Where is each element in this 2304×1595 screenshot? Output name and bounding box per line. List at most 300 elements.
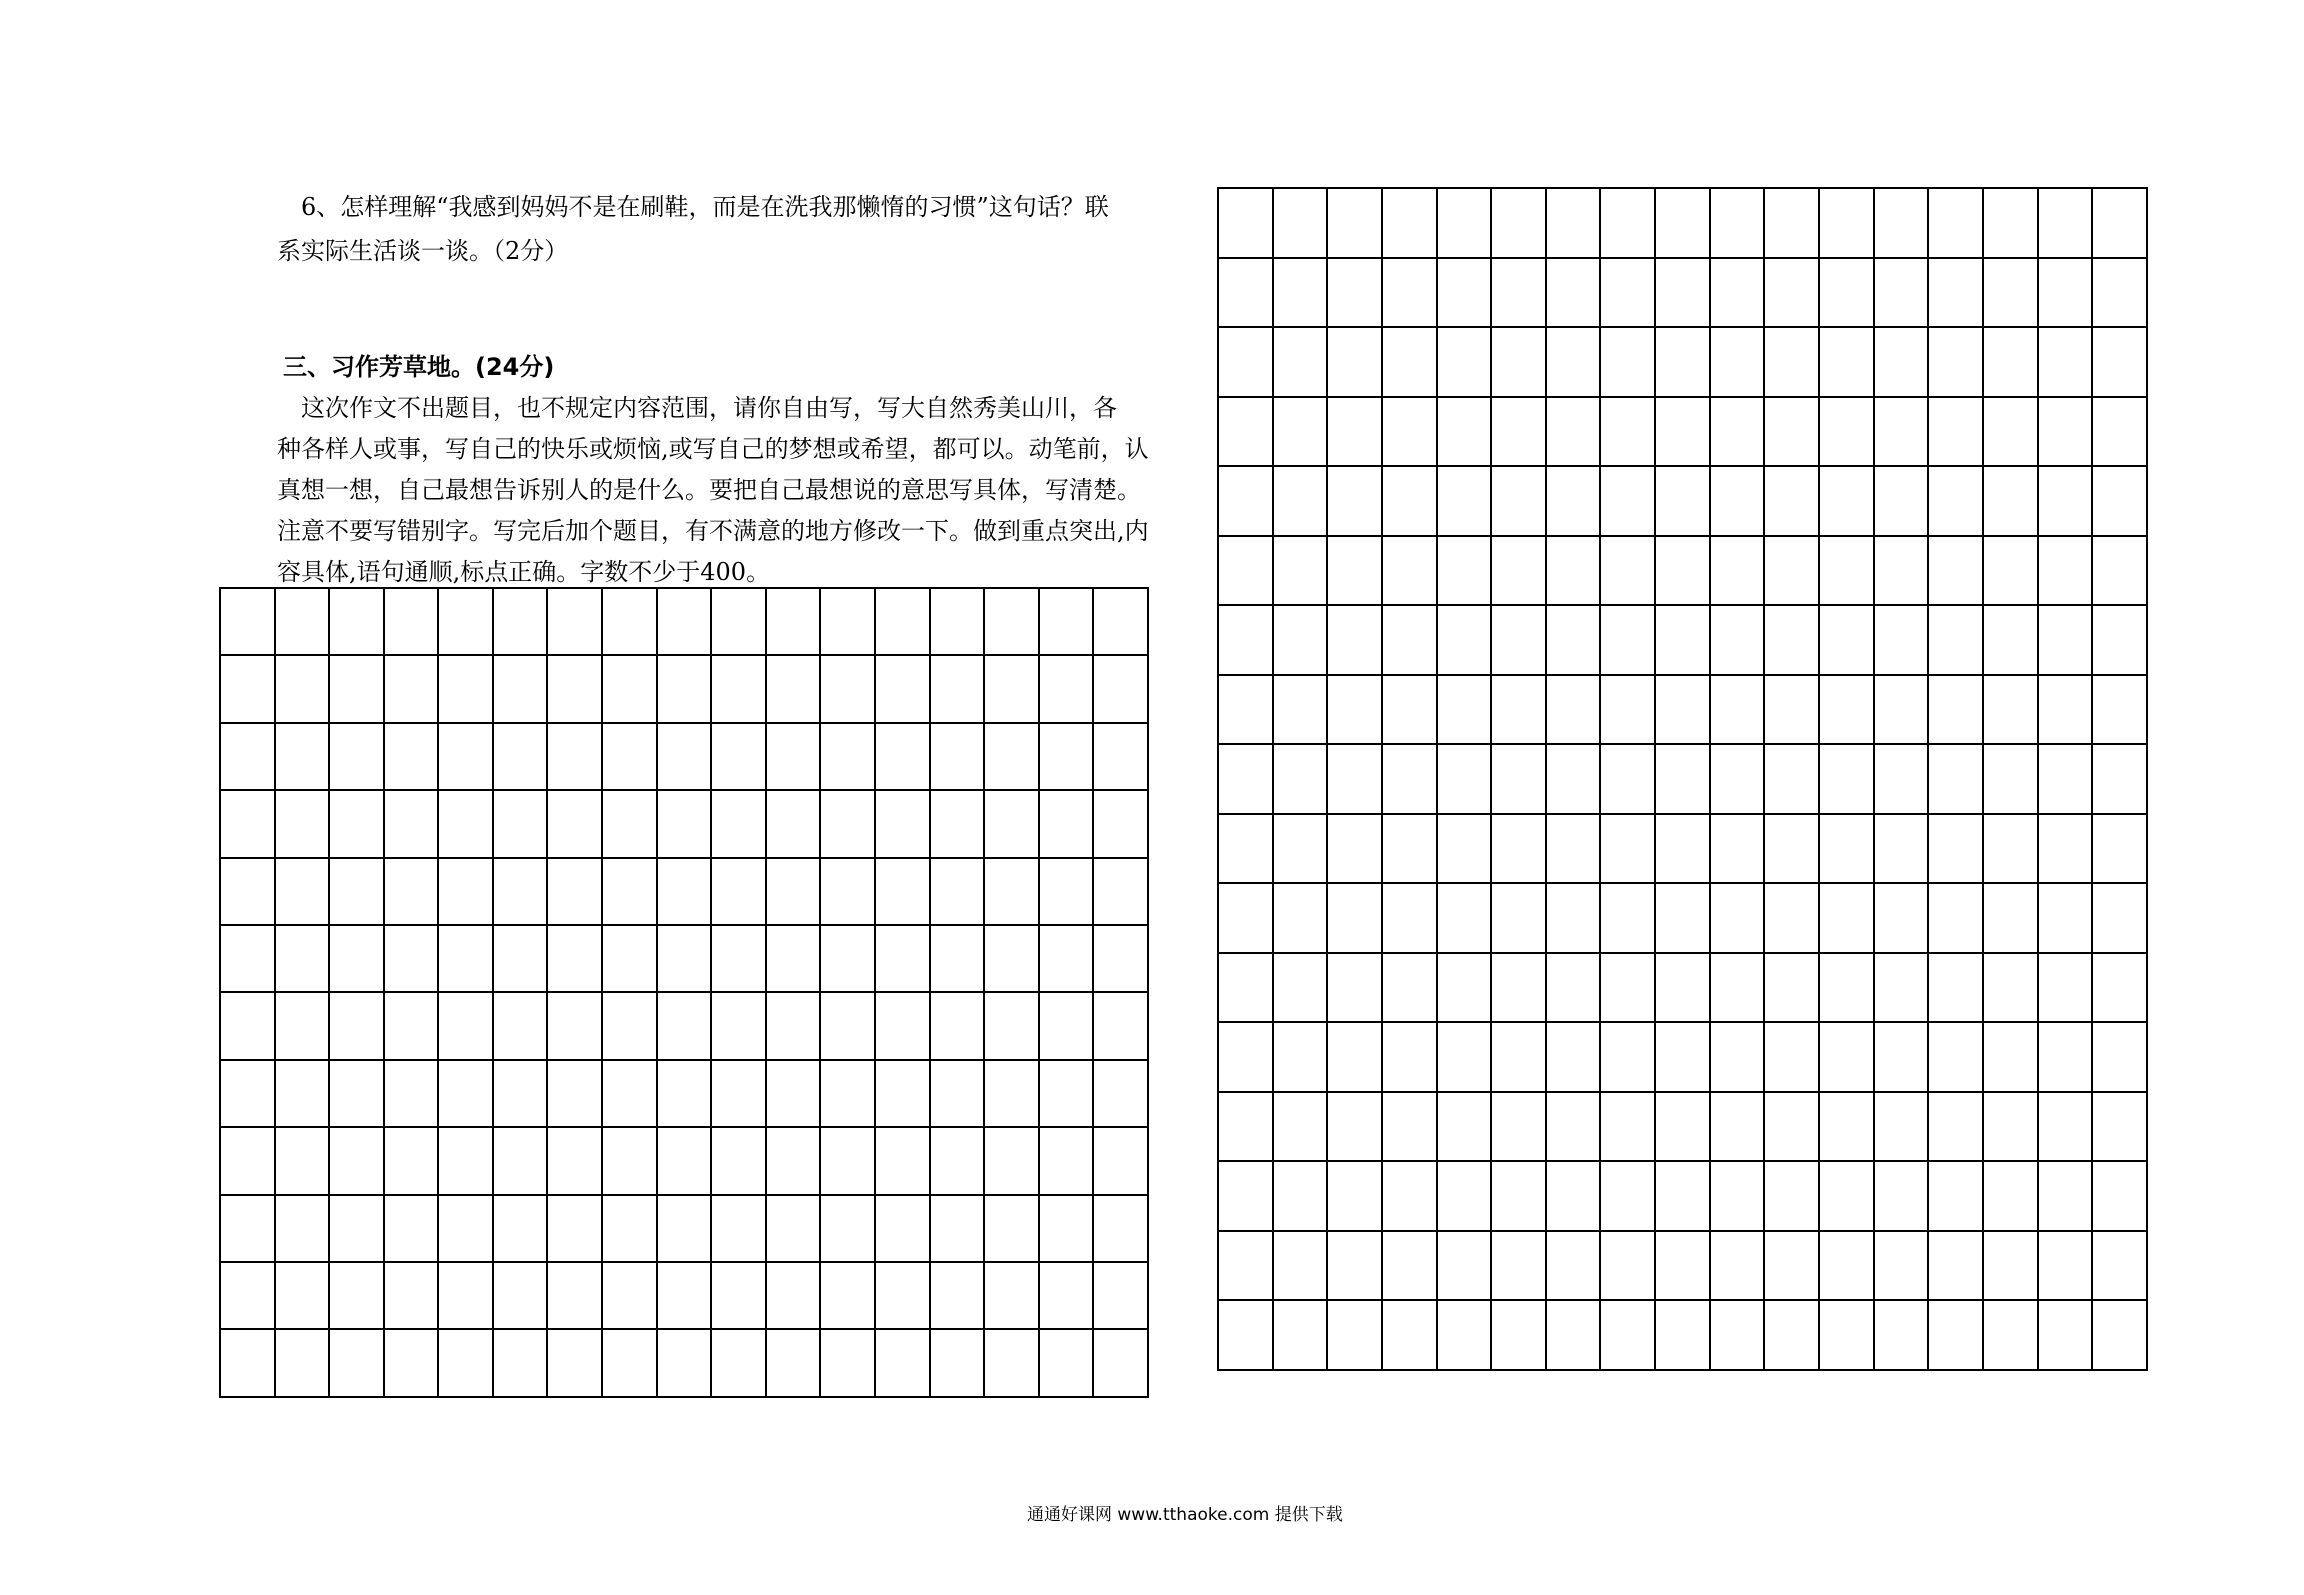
grid-cell [1874,1161,1929,1231]
grid-cell [1600,1300,1655,1370]
grid-cell [930,723,985,790]
grid-cell [220,588,275,655]
grid-cell [1710,397,1765,467]
grid-row [1218,744,2147,814]
grid-cell [2092,397,2147,467]
grid-cell [1546,466,1601,536]
grid-cell [820,1262,875,1329]
grid-cell [1983,605,2038,675]
section-3-heading: 三、习作芳草地。(24分) [283,353,555,381]
grid-cell [1546,1092,1601,1162]
grid-cell [1600,1161,1655,1231]
grid-cell [1600,744,1655,814]
grid-cell [1928,1300,1983,1370]
grid-cell [875,1195,930,1262]
grid-cell [220,925,275,992]
grid-cell [1218,883,1273,953]
grid-cell [384,790,439,857]
grid-cell [438,1127,493,1194]
grid-row [1218,1092,2147,1162]
grid-cell [1928,188,1983,258]
grid-cell [1819,814,1874,884]
grid-cell [766,1060,821,1127]
grid-cell [547,790,602,857]
grid-cell [1218,188,1273,258]
grid-cell [1874,605,1929,675]
grid-cell [547,655,602,722]
grid-cell [493,588,548,655]
grid-cell [602,1262,657,1329]
grid-cell [766,588,821,655]
grid-cell [1039,655,1094,722]
grid-row [1218,605,2147,675]
grid-row [220,655,1148,722]
grid-cell [1874,953,1929,1023]
grid-cell [275,1060,330,1127]
grid-cell [1039,992,1094,1059]
grid-cell [329,723,384,790]
grid-cell [1983,536,2038,606]
grid-row [1218,327,2147,397]
grid-cell [1491,1300,1546,1370]
grid-cell [875,1060,930,1127]
grid-cell [2092,675,2147,745]
grid-cell [1600,188,1655,258]
grid-cell [1600,883,1655,953]
grid-cell [1710,953,1765,1023]
grid-cell [1819,675,1874,745]
grid-cell [1546,675,1601,745]
grid-cell [1710,536,1765,606]
grid-cell [602,992,657,1059]
grid-cell [602,1127,657,1194]
grid-cell [1218,327,1273,397]
grid-cell [657,588,712,655]
grid-cell [1382,814,1437,884]
grid-cell [1546,883,1601,953]
grid-cell [1093,1329,1148,1397]
grid-cell [1327,397,1382,467]
grid-cell [1273,675,1328,745]
grid-cell [1327,1300,1382,1370]
grid-cell [1093,1195,1148,1262]
grid-cell [1437,397,1492,467]
grid-cell [220,1195,275,1262]
grid-cell [547,1329,602,1397]
grid-row [220,925,1148,992]
grid-cell [1273,883,1328,953]
grid-cell [766,1262,821,1329]
grid-cell [984,655,1039,722]
grid-cell [820,925,875,992]
grid-cell [1764,675,1819,745]
grid-cell [2092,744,2147,814]
grid-cell [1764,188,1819,258]
grid-cell [2038,188,2093,258]
grid-cell [1655,1161,1710,1231]
grid-cell [275,858,330,925]
grid-cell [875,1329,930,1397]
grid-cell [602,588,657,655]
grid-cell [384,1060,439,1127]
grid-cell [1491,327,1546,397]
grid-cell [1655,397,1710,467]
grid-cell [220,992,275,1059]
grid-cell [1491,1022,1546,1092]
grid-cell [1710,605,1765,675]
grid-cell [1874,1231,1929,1301]
grid-row [220,1329,1148,1397]
grid-cell [1546,327,1601,397]
grid-cell [493,1195,548,1262]
grid-cell [1039,1262,1094,1329]
grid-cell [984,858,1039,925]
grid-cell [329,992,384,1059]
grid-cell [1437,953,1492,1023]
grid-cell [275,992,330,1059]
grid-cell [1764,327,1819,397]
grid-cell [1983,397,2038,467]
grid-cell [1273,258,1328,328]
grid-cell [1928,397,1983,467]
grid-cell [602,655,657,722]
grid-cell [1327,814,1382,884]
grid-cell [1874,1022,1929,1092]
grid-cell [1655,814,1710,884]
grid-cell [711,858,766,925]
grid-cell [1710,883,1765,953]
grid-cell [1600,397,1655,467]
grid-cell [2092,1022,2147,1092]
grid-cell [275,1262,330,1329]
grid-cell [1874,1300,1929,1370]
grid-cell [1491,188,1546,258]
composition-instruction-line-3: 真想一想，自己最想告诉别人的是什么。要把自己最想说的意思写具体，写清楚。 [277,476,1141,504]
grid-cell [1437,536,1492,606]
grid-cell [875,858,930,925]
grid-cell [930,1262,985,1329]
grid-cell [547,1195,602,1262]
grid-cell [1218,675,1273,745]
grid-cell [384,588,439,655]
grid-row [220,992,1148,1059]
grid-cell [1039,790,1094,857]
grid-cell [1273,744,1328,814]
grid-cell [657,1060,712,1127]
grid-cell [1655,466,1710,536]
grid-cell [875,1127,930,1194]
grid-cell [275,588,330,655]
composition-instruction-line-4: 注意不要写错别字。写完后加个题目，有不满意的地方修改一下。做到重点突出,内 [277,517,1149,545]
grid-cell [1819,1300,1874,1370]
grid-cell [657,1195,712,1262]
grid-cell [1327,605,1382,675]
grid-cell [1655,675,1710,745]
grid-cell [766,723,821,790]
grid-cell [1491,675,1546,745]
grid-cell [547,925,602,992]
question-6-line-2: 系实际生活谈一谈。（2分） [277,237,569,265]
grid-cell [1600,1231,1655,1301]
grid-cell [1273,1092,1328,1162]
grid-cell [1218,605,1273,675]
grid-row [220,1195,1148,1262]
grid-cell [1218,1231,1273,1301]
grid-cell [220,858,275,925]
grid-cell [1273,188,1328,258]
grid-cell [547,588,602,655]
grid-cell [1928,1231,1983,1301]
grid-cell [1600,536,1655,606]
grid-cell [1093,723,1148,790]
grid-cell [275,723,330,790]
grid-row [1218,258,2147,328]
grid-cell [1819,1231,1874,1301]
grid-cell [602,1060,657,1127]
grid-cell [1491,536,1546,606]
grid-cell [2092,1092,2147,1162]
grid-cell [1928,1161,1983,1231]
grid-cell [2092,814,2147,884]
grid-cell [1546,744,1601,814]
grid-cell [1764,605,1819,675]
grid-cell [493,1262,548,1329]
grid-cell [493,655,548,722]
grid-cell [930,1195,985,1262]
grid-cell [1928,536,1983,606]
grid-cell [1710,1022,1765,1092]
grid-cell [1491,466,1546,536]
grid-cell [1764,258,1819,328]
grid-cell [1382,883,1437,953]
grid-cell [1093,1127,1148,1194]
grid-cell [2038,605,2093,675]
grid-cell [984,1262,1039,1329]
grid-cell [875,1262,930,1329]
grid-cell [438,858,493,925]
grid-cell [1983,327,2038,397]
grid-cell [1546,188,1601,258]
grid-cell [820,992,875,1059]
grid-cell [1764,883,1819,953]
grid-cell [2038,814,2093,884]
grid-row [220,790,1148,857]
grid-cell [1655,883,1710,953]
grid-cell [1600,1022,1655,1092]
footer-source: 通通好课网 www.tthaoke.com 提供下载 [1027,1505,1343,1525]
grid-cell [1437,1022,1492,1092]
grid-cell [275,1329,330,1397]
grid-cell [1491,1092,1546,1162]
grid-cell [820,790,875,857]
grid-cell [275,925,330,992]
grid-row [1218,1161,2147,1231]
grid-cell [1983,883,2038,953]
grid-cell [1382,466,1437,536]
grid-cell [2038,883,2093,953]
grid-cell [1928,814,1983,884]
grid-cell [1327,1231,1382,1301]
grid-cell [657,723,712,790]
grid-cell [711,1060,766,1127]
grid-cell [329,1262,384,1329]
grid-cell [1382,1231,1437,1301]
grid-cell [1491,1231,1546,1301]
grid-cell [438,925,493,992]
grid-cell [2038,1300,2093,1370]
grid-cell [1437,327,1492,397]
composition-instruction-line-2: 种各样人或事，写自己的快乐或烦恼,或写自己的梦想或希望，都可以。动笔前，认 [277,435,1149,463]
grid-cell [1764,1161,1819,1231]
grid-cell [1710,814,1765,884]
grid-cell [1928,1092,1983,1162]
grid-cell [1437,605,1492,675]
grid-cell [1655,1022,1710,1092]
grid-cell [1093,992,1148,1059]
grid-cell [2038,397,2093,467]
grid-cell [493,1329,548,1397]
grid-cell [930,1329,985,1397]
grid-cell [1874,258,1929,328]
grid-cell [1819,1161,1874,1231]
grid-cell [2092,1231,2147,1301]
grid-cell [1491,814,1546,884]
grid-cell [1983,1231,2038,1301]
grid-cell [1218,1300,1273,1370]
grid-cell [1491,397,1546,467]
grid-cell [384,1329,439,1397]
grid-cell [1928,953,1983,1023]
grid-cell [766,1195,821,1262]
grid-cell [1218,397,1273,467]
grid-cell [711,723,766,790]
grid-cell [1218,258,1273,328]
grid-cell [1382,1092,1437,1162]
grid-cell [1327,883,1382,953]
grid-cell [1093,1060,1148,1127]
grid-cell [1437,744,1492,814]
grid-cell [1764,953,1819,1023]
grid-cell [1983,1300,2038,1370]
grid-cell [711,992,766,1059]
writing-grid-right [1217,187,2148,1371]
grid-cell [329,858,384,925]
grid-cell [1546,814,1601,884]
grid-cell [930,1060,985,1127]
grid-cell [1710,1092,1765,1162]
grid-cell [1327,1022,1382,1092]
grid-cell [1491,605,1546,675]
grid-cell [220,723,275,790]
grid-cell [438,1329,493,1397]
grid-cell [1710,1300,1765,1370]
grid-row [1218,466,2147,536]
grid-cell [384,655,439,722]
grid-cell [1093,655,1148,722]
grid-cell [1874,188,1929,258]
grid-cell [820,1195,875,1262]
grid-cell [711,925,766,992]
grid-cell [384,992,439,1059]
grid-cell [1764,814,1819,884]
grid-cell [1819,953,1874,1023]
grid-cell [1382,953,1437,1023]
grid-cell [766,790,821,857]
composition-instruction-line-5: 容具体,语句通顺,标点正确。字数不少于400。 [277,558,771,586]
grid-cell [2038,258,2093,328]
grid-cell [875,655,930,722]
grid-cell [602,925,657,992]
grid-row [220,723,1148,790]
grid-cell [1655,258,1710,328]
grid-cell [2092,188,2147,258]
grid-cell [1655,1092,1710,1162]
grid-cell [438,790,493,857]
grid-cell [602,790,657,857]
grid-cell [820,858,875,925]
grid-cell [384,925,439,992]
grid-cell [1546,1161,1601,1231]
grid-cell [1655,953,1710,1023]
grid-cell [711,790,766,857]
grid-cell [820,655,875,722]
grid-cell [438,1060,493,1127]
grid-cell [2038,744,2093,814]
grid-cell [1655,536,1710,606]
grid-cell [1437,466,1492,536]
grid-cell [1382,1022,1437,1092]
grid-cell [1710,1161,1765,1231]
grid-cell [820,723,875,790]
grid-cell [1437,883,1492,953]
grid-cell [1327,327,1382,397]
grid-cell [1819,188,1874,258]
grid-cell [1327,744,1382,814]
grid-cell [766,655,821,722]
grid-cell [820,1329,875,1397]
grid-cell [329,655,384,722]
grid-cell [657,1127,712,1194]
grid-cell [1655,327,1710,397]
grid-cell [384,1127,439,1194]
grid-cell [1655,1300,1710,1370]
grid-cell [1710,1231,1765,1301]
grid-cell [1764,744,1819,814]
grid-cell [1874,466,1929,536]
grid-cell [329,790,384,857]
grid-cell [1218,1022,1273,1092]
grid-row [220,1262,1148,1329]
grid-cell [657,790,712,857]
grid-cell [2092,605,2147,675]
grid-cell [2038,953,2093,1023]
grid-cell [1819,466,1874,536]
grid-cell [1382,397,1437,467]
grid-cell [1327,1092,1382,1162]
grid-cell [1273,814,1328,884]
grid-cell [1764,397,1819,467]
grid-cell [1983,258,2038,328]
grid-cell [2092,536,2147,606]
grid-cell [1039,925,1094,992]
grid-cell [1218,814,1273,884]
grid-row [1218,675,2147,745]
grid-cell [1710,258,1765,328]
grid-cell [930,655,985,722]
grid-cell [1382,1161,1437,1231]
grid-cell [384,1262,439,1329]
grid-row [1218,1231,2147,1301]
